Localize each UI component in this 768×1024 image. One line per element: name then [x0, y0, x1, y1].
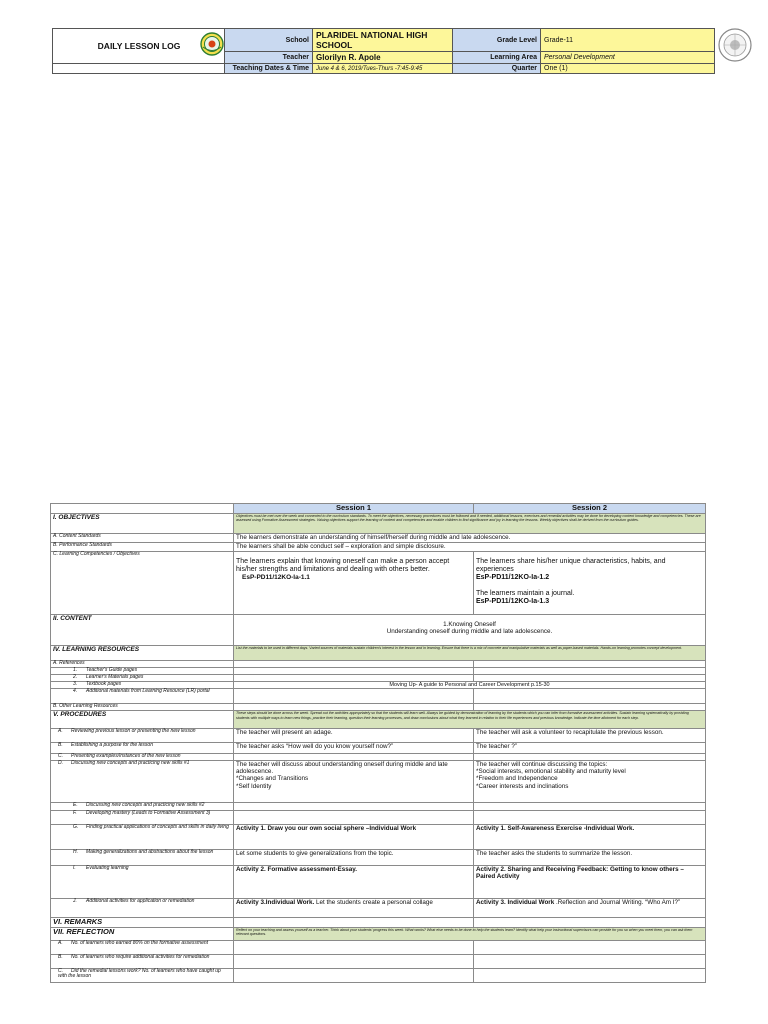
reflection-b-label: B. No. of learners who require additional activities for remediation [51, 954, 234, 968]
procedure-j-label: J. Additional activities for application or remediation [51, 898, 234, 917]
remarks-s2 [474, 917, 706, 927]
additional-materials-label: 4. Additional materials from Learning Resource (LR) portal [51, 688, 234, 703]
document-title: DAILY LESSON LOG [53, 29, 225, 64]
remarks-s1 [234, 917, 474, 927]
references-s2 [474, 660, 706, 667]
procedure-a-s2: The teacher will ask a volunteer to recapitulate the previous lesson. [474, 728, 706, 742]
school-value: PLARIDEL NATIONAL HIGH SCHOOL [313, 29, 453, 52]
objectives-note: Objectives must be met over the week and connected to the curriculum standards. To meet the objectives, necessary procedures must be followed and if needed, additional lessons, exercises and remedial activities may be done for developing content knowledge and competencies. These are assessed using Formative Assessment strategies. Valuing objectives support the learning of content and competencies and enable children to find significance and joy in learning the lessons. Weekly objectives shall be derived from the curriculum guides. [234, 513, 706, 533]
procedure-e-s1 [234, 802, 474, 810]
procedure-b-s2: The teacher ?” [474, 742, 706, 753]
procedure-e-label: E. Discussing new concepts and practicing new skills #2 [51, 802, 234, 810]
procedure-a-label: A. Reviewing previous lesson or presenting the new lesson [51, 728, 234, 742]
teacher-value: Glorilyn R. Apole [313, 52, 453, 64]
content-text [234, 614, 706, 645]
textbook-label: 3. Textbook pages [51, 681, 234, 688]
references-s1 [234, 660, 474, 667]
competencies-label: C. Learning Competencies / Objectives [51, 551, 234, 614]
procedure-a-s1: The teacher will present an adage. [234, 728, 474, 742]
deped-seal-icon [718, 28, 752, 62]
performance-standards-label: B. Performance Standards [51, 542, 234, 551]
remarks-heading: VI. REMARKS [51, 917, 234, 927]
content-heading: II. CONTENT [51, 614, 234, 645]
teacher-label: Teacher [225, 52, 313, 64]
reflection-a-label: A. No. of learners who earned 80% on the formative assessment [51, 940, 234, 954]
textbook-value: Moving Up- A guide to Personal and Career Development p.15-30 [234, 681, 706, 688]
reflection-heading: VII. REFLECTION [51, 927, 234, 940]
procedure-d-s2-line4: *Career interests and inclinations [476, 782, 569, 790]
performance-standards-text: The learners shall be able conduct self – exploration and simple disclosure. [234, 542, 706, 551]
procedure-i-s1: Activity 2. Formative assessment-Essay. [234, 865, 474, 898]
procedure-c-label: C. Presenting examples/instances of the new lesson [51, 753, 234, 760]
school-label: School [225, 29, 313, 52]
procedure-h-s2: The teacher asks the students to summarize the lesson. [474, 849, 706, 865]
corner-cell [51, 504, 234, 514]
competency1-code: EsP-PD11/12KO-Ia-1.1 [242, 573, 310, 581]
procedure-h-s1: Let some students to give generalizations from the topic. [234, 849, 474, 865]
procedure-d-label: D. Discussing new concepts and practicing new skills #1 [51, 760, 234, 802]
procedure-f-s1 [234, 810, 474, 824]
content-line1: 1.Knowing Oneself [443, 620, 496, 628]
procedure-c-s2 [474, 753, 706, 760]
resources-note: List the materials to be used in different days. Varied sources of materials sustain children's interest in the lesson and in learning. Ensure that there is a mix of concrete and manipulative materials as well as paper-based materials. Hands-on learning promotes concept development. [234, 645, 706, 660]
procedure-g-s2: Activity 1. Self-Awareness Exercise -Individual Work. [474, 824, 706, 849]
procedure-d-s2-line1: The teacher will continue discussing the topics: [476, 760, 608, 768]
quarter-label: Quarter [453, 64, 541, 74]
references-label: A. References [51, 660, 234, 667]
procedure-d-s2-line2: *Social interests, emotional stability and maturity level [476, 768, 626, 776]
procedure-h-label: H. Making generalizations and abstractions about the lesson [51, 849, 234, 865]
reflection-note: Reflect on your teaching and assess yourself as a teacher. Think about your students' progress this week. What works? What else needs to be done to help the students learn? Identify what help your instructional supervisors can provide for you so when you meet them, you can ask them relevant questions. [234, 927, 706, 940]
procedure-e-s2 [474, 802, 706, 810]
reflection-c-label: C. Did the remedial lessons work? No. of learners who have caught up with the lesson [51, 968, 234, 982]
procedures-heading: V. PROCEDURES [51, 710, 234, 728]
procedure-d-s1-line3: *Self Identity [236, 782, 272, 790]
content-standards-text: The learners demonstrate an understanding of himself/herself during middle and late adolescence. [234, 533, 706, 542]
dates-label: Teaching Dates & Time [225, 64, 313, 74]
header-table [52, 28, 715, 74]
competency3-code: EsP-PD11/12KO-Ia-1.3 [476, 597, 550, 605]
objectives-heading: I. OBJECTIVES [51, 513, 234, 533]
other-s1 [234, 703, 474, 710]
addl-s2 [474, 688, 706, 703]
session1-header: Session 1 [234, 504, 474, 514]
procedure-i-label: I. Evaluating learning [51, 865, 234, 898]
procedure-d-s1 [234, 760, 474, 802]
procedure-g-label: G. Finding practical applications of concepts and skills in daily living [51, 824, 234, 849]
procedure-d-s2 [474, 760, 706, 802]
content-standards-label: A. Content Standards [51, 533, 234, 542]
reflection-b-s2 [474, 954, 706, 968]
reflection-a-s2 [474, 940, 706, 954]
procedure-j-s1: Activity 3.Individual Work. Let the students create a personal collage [234, 898, 474, 917]
session2-header: Session 2 [474, 504, 706, 514]
tg-s1 [234, 667, 474, 674]
lm-label: 2. Learner's Materials pages [51, 674, 234, 681]
content-line2: Understanding oneself during middle and late adolescence. [386, 627, 553, 635]
competency3-text: The learners maintain a journal. [476, 589, 575, 597]
tg-s2 [474, 667, 706, 674]
procedure-j-s2: Activity 3. Individual Work .Reflection and Journal Writing. “Who Am I?” [474, 898, 706, 917]
competency-session1 [234, 551, 474, 614]
procedures-note: These steps should be done across the week. Spread out the activities appropriately so that the students will learn well. Always be guided by demonstration of learning by the students which you can infer from formative assessment activities. Sustain learning systematically by providing students with multiple ways to learn new things, practice their learning, question their learning processes, and draw conclusions about what they learned in relation to their life experiences and previous knowledge. Indicate the time allotment for each step. [234, 710, 706, 728]
dates-value: June 4 & 6, 2019/Tues-Thurs -7:45-9:45 [313, 64, 453, 74]
lm-s1 [234, 674, 474, 681]
grade-label: Grade Level [453, 29, 541, 52]
reflection-a-s1 [234, 940, 474, 954]
quarter-value: One (1) [541, 64, 715, 74]
reflection-b-s1 [234, 954, 474, 968]
competency-session2 [474, 551, 706, 614]
other-resources-label: B. Other Learning Resources [51, 703, 234, 710]
header-blank-cell [53, 64, 225, 74]
reflection-c-s1 [234, 968, 474, 982]
procedure-d-s1-line2: *Changes and Transitions [236, 775, 309, 783]
lm-s2 [474, 674, 706, 681]
procedure-d-s1-line1: The teacher will discuss about understanding oneself during middle and late adolescence. [236, 760, 448, 776]
reflection-c-s2 [474, 968, 706, 982]
tg-label: 1. Teacher's Guide pages [51, 667, 234, 674]
competency2-code: EsP-PD11/12KO-Ia-1.2 [476, 573, 550, 581]
procedure-g-s1: Activity 1. Draw you our own social sphere –Individual Work [234, 824, 474, 849]
competency1-text: The learners explain that knowing oneself can make a person accept his/her strengths and limitations and dealing with others better. [236, 557, 450, 573]
area-value: Personal Development [541, 52, 715, 64]
procedure-b-label: B. Establishing a purpose for the lesson [51, 742, 234, 753]
addl-s1 [234, 688, 474, 703]
grade-value: Grade-11 [541, 29, 715, 52]
procedure-b-s1: The teacher asks “How well do you know yourself now?” [234, 742, 474, 753]
procedure-i-s2: Activity 2. Sharing and Receiving Feedback: Getting to know others – Paired Activity [474, 865, 706, 898]
lesson-plan-table [50, 503, 706, 983]
other-s2 [474, 703, 706, 710]
procedure-f-s2 [474, 810, 706, 824]
area-label: Learning Area [453, 52, 541, 64]
resources-heading: IV. LEARNING RESOURCES [51, 645, 234, 660]
competency2-text: The learners share his/her unique characteristics, habits, and experiences [476, 557, 666, 573]
procedure-d-s2-line3: *Freedom and Independence [476, 775, 558, 783]
procedure-f-label: F. Developing mastery (Leads to Formative Assessment 3) [51, 810, 234, 824]
procedure-c-s1 [234, 753, 474, 760]
